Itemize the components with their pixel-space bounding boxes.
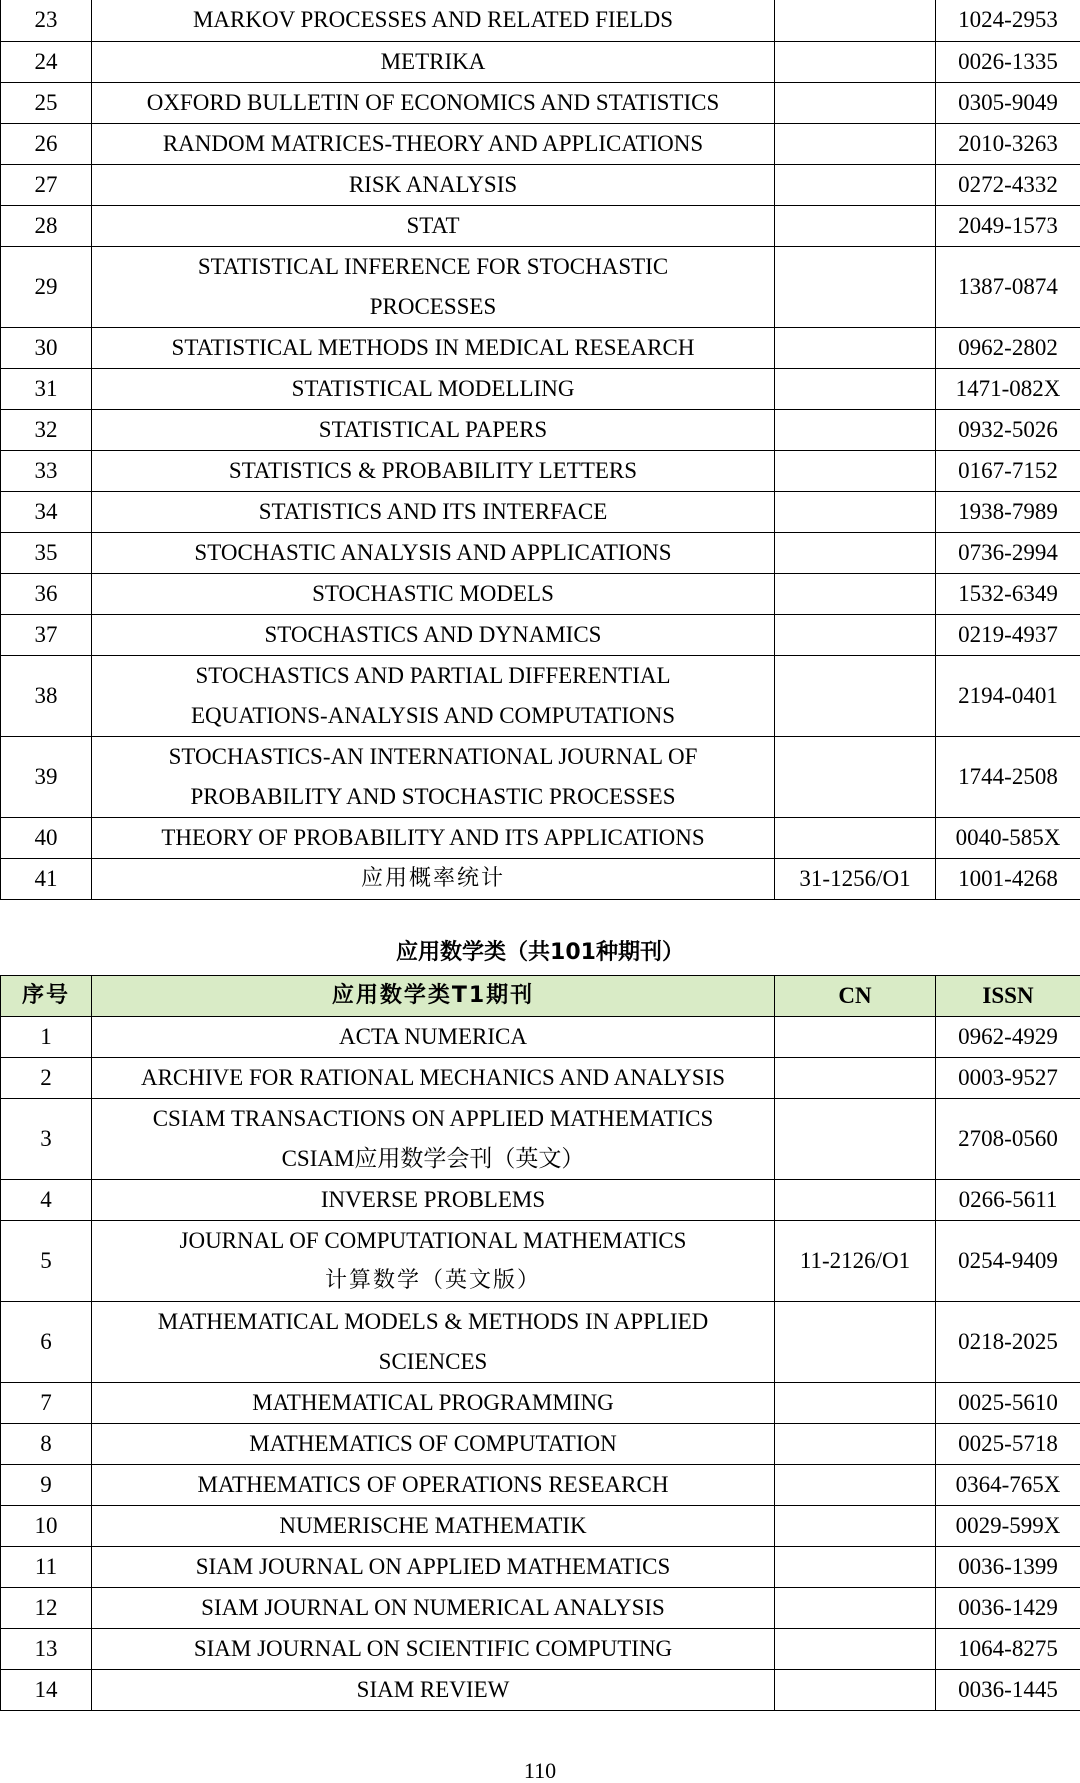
issn-number: 0026-1335: [936, 41, 1080, 82]
issn-number: 0167-7152: [936, 450, 1080, 491]
journal-title: [92, 41, 775, 82]
journal-title: [92, 491, 775, 532]
journal-title-line: METRIKA: [98, 42, 768, 82]
row-number: 30: [1, 327, 92, 368]
table-row: [1, 164, 1080, 205]
table-row: [1, 123, 1080, 164]
table-row: [1, 1302, 1080, 1383]
row-number: 11: [1, 1547, 92, 1588]
journal-title: [92, 450, 775, 491]
journal-title-line: 应用概率统计: [98, 859, 768, 899]
row-number: 4: [1, 1180, 92, 1221]
page-number: 110: [0, 1760, 1080, 1782]
journal-title-line: THEORY OF PROBABILITY AND ITS APPLICATIONS: [98, 818, 768, 858]
table-row: [1, 491, 1080, 532]
journal-title-line: CSIAM应用数学会刊（英文）: [98, 1139, 768, 1179]
journal-title-line: STATISTICAL PAPERS: [98, 410, 768, 450]
cn-number: [775, 573, 936, 614]
issn-number: 0036-1399: [936, 1547, 1080, 1588]
journal-title: [92, 1506, 775, 1547]
issn-number: 2010-3263: [936, 123, 1080, 164]
issn-number: 1471-082X: [936, 368, 1080, 409]
header-cn: CN: [775, 976, 936, 1017]
cn-number: [775, 736, 936, 817]
row-number: 31: [1, 368, 92, 409]
journal-title-line: MATHEMATICAL MODELS & METHODS IN APPLIED: [98, 1302, 768, 1342]
row-number: 26: [1, 123, 92, 164]
journal-title: [92, 368, 775, 409]
issn-number: 1387-0874: [936, 246, 1080, 327]
journal-title: [92, 409, 775, 450]
journal-title: [92, 1670, 775, 1711]
issn-number: 0364-765X: [936, 1465, 1080, 1506]
table-row: [1, 450, 1080, 491]
journal-title: [92, 164, 775, 205]
issn-number: 2049-1573: [936, 205, 1080, 246]
journal-title-line: EQUATIONS-ANALYSIS AND COMPUTATIONS: [98, 696, 768, 736]
journal-title: [92, 655, 775, 736]
table-row: [1, 327, 1080, 368]
cn-number: [775, 327, 936, 368]
row-number: 8: [1, 1424, 92, 1465]
journal-title-line: STAT: [98, 206, 768, 246]
cn-number: [775, 1424, 936, 1465]
journal-title: [92, 1221, 775, 1302]
journal-title: [92, 817, 775, 858]
journal-title-line: SIAM REVIEW: [98, 1670, 768, 1710]
row-number: 12: [1, 1588, 92, 1629]
table-row: [1, 1383, 1080, 1424]
issn-number: 1938-7989: [936, 491, 1080, 532]
journal-title-line: 计算数学（英文版）: [98, 1261, 768, 1301]
journal-title: [92, 205, 775, 246]
issn-number: 0036-1445: [936, 1670, 1080, 1711]
header-no: 序号: [1, 976, 92, 1017]
journal-title: [92, 858, 775, 899]
issn-number: 0036-1429: [936, 1588, 1080, 1629]
table-row: [1, 82, 1080, 123]
journal-title: [92, 1465, 775, 1506]
row-number: 23: [1, 0, 92, 41]
table-row: [1, 41, 1080, 82]
table-row: [1, 1588, 1080, 1629]
journal-title-line: NUMERISCHE MATHEMATIK: [98, 1506, 768, 1546]
issn-number: 0040-585X: [936, 817, 1080, 858]
cn-number: [775, 1383, 936, 1424]
journal-title-line: RANDOM MATRICES-THEORY AND APPLICATIONS: [98, 124, 768, 164]
journal-title: [92, 1588, 775, 1629]
issn-number: 1532-6349: [936, 573, 1080, 614]
journal-title-line: SIAM JOURNAL ON APPLIED MATHEMATICS: [98, 1547, 768, 1587]
journal-title-line: STOCHASTIC ANALYSIS AND APPLICATIONS: [98, 533, 768, 573]
journal-title: [92, 736, 775, 817]
journal-title: [92, 573, 775, 614]
journal-title: [92, 82, 775, 123]
cn-number: [775, 1588, 936, 1629]
cn-number: [775, 1506, 936, 1547]
table-row: [1, 614, 1080, 655]
cn-number: [775, 614, 936, 655]
section-title: 应用数学类（共101种期刊）: [0, 936, 1080, 970]
table-row: [1, 368, 1080, 409]
cn-number: [775, 1629, 936, 1670]
journal-title-line: STOCHASTICS-AN INTERNATIONAL JOURNAL OF: [98, 737, 768, 777]
journal-title: [92, 1058, 775, 1099]
journal-title: [92, 1017, 775, 1058]
issn-number: 0962-2802: [936, 327, 1080, 368]
row-number: 6: [1, 1302, 92, 1383]
row-number: 7: [1, 1383, 92, 1424]
journal-title-line: OXFORD BULLETIN OF ECONOMICS AND STATISTICS: [98, 83, 768, 123]
issn-number: 0272-4332: [936, 164, 1080, 205]
cn-number: [775, 1099, 936, 1180]
row-number: 9: [1, 1465, 92, 1506]
cn-number: [775, 205, 936, 246]
issn-number: 0736-2994: [936, 532, 1080, 573]
row-number: 5: [1, 1221, 92, 1302]
journal-title-line: JOURNAL OF COMPUTATIONAL MATHEMATICS: [98, 1221, 768, 1261]
journal-title: [92, 532, 775, 573]
journal-title-line: STOCHASTICS AND DYNAMICS: [98, 615, 768, 655]
journal-title-line: STATISTICAL MODELLING: [98, 369, 768, 409]
journal-title-line: INVERSE PROBLEMS: [98, 1180, 768, 1220]
issn-number: 0305-9049: [936, 82, 1080, 123]
issn-number: 0962-4929: [936, 1017, 1080, 1058]
table-row: [1, 1058, 1080, 1099]
journal-title-line: SIAM JOURNAL ON SCIENTIFIC COMPUTING: [98, 1629, 768, 1669]
cn-number: [775, 1465, 936, 1506]
row-number: 33: [1, 450, 92, 491]
journal-title-line: SCIENCES: [98, 1342, 768, 1382]
row-number: 37: [1, 614, 92, 655]
row-number: 40: [1, 817, 92, 858]
issn-number: 0218-2025: [936, 1302, 1080, 1383]
journal-title-line: STATISTICS AND ITS INTERFACE: [98, 492, 768, 532]
cn-number: [775, 1547, 936, 1588]
journal-title-line: STATISTICAL METHODS IN MEDICAL RESEARCH: [98, 328, 768, 368]
cn-number: [775, 491, 936, 532]
journal-title: [92, 246, 775, 327]
cn-number: [775, 817, 936, 858]
journal-title-line: STATISTICS & PROBABILITY LETTERS: [98, 451, 768, 491]
journal-title-line: RISK ANALYSIS: [98, 165, 768, 205]
journal-title: [92, 1547, 775, 1588]
cn-number: [775, 1670, 936, 1711]
row-number: 39: [1, 736, 92, 817]
journal-title: [92, 1302, 775, 1383]
journal-title-line: MARKOV PROCESSES AND RELATED FIELDS: [98, 0, 768, 40]
row-number: 13: [1, 1629, 92, 1670]
issn-number: 0219-4937: [936, 614, 1080, 655]
journal-title: [92, 1383, 775, 1424]
journal-title: [92, 1099, 775, 1180]
table-row: [1, 817, 1080, 858]
header-row: [1, 976, 1080, 1017]
journal-title: [92, 1180, 775, 1221]
issn-number: 1024-2953: [936, 0, 1080, 41]
row-number: 10: [1, 1506, 92, 1547]
cn-number: [775, 368, 936, 409]
journal-title: [92, 614, 775, 655]
cn-number: [775, 1017, 936, 1058]
table-row: [1, 1221, 1080, 1302]
journal-title-line: STATISTICAL INFERENCE FOR STOCHASTIC: [98, 247, 768, 287]
table-row: [1, 1424, 1080, 1465]
cn-number: [775, 82, 936, 123]
row-number: 34: [1, 491, 92, 532]
applied-math-table: [0, 975, 1080, 1711]
table-row: [1, 1670, 1080, 1711]
journal-title: [92, 123, 775, 164]
cn-number: [775, 1058, 936, 1099]
journal-title: [92, 327, 775, 368]
table-row: [1, 246, 1080, 327]
table-row: [1, 409, 1080, 450]
journal-title-line: PROBABILITY AND STOCHASTIC PROCESSES: [98, 777, 768, 817]
issn-number: 2194-0401: [936, 655, 1080, 736]
row-number: 41: [1, 858, 92, 899]
journal-title-line: MATHEMATICS OF COMPUTATION: [98, 1424, 768, 1464]
table-row: [1, 532, 1080, 573]
journal-title-line: CSIAM TRANSACTIONS ON APPLIED MATHEMATICS: [98, 1099, 768, 1139]
row-number: 32: [1, 409, 92, 450]
row-number: 27: [1, 164, 92, 205]
journal-title-line: MATHEMATICAL PROGRAMMING: [98, 1383, 768, 1423]
issn-number: 1744-2508: [936, 736, 1080, 817]
table-row: [1, 655, 1080, 736]
issn-number: 1001-4268: [936, 858, 1080, 899]
cn-number: 11-2126/O1: [775, 1221, 936, 1302]
journal-title: [92, 1424, 775, 1465]
issn-number: 0003-9527: [936, 1058, 1080, 1099]
row-number: 24: [1, 41, 92, 82]
row-number: 38: [1, 655, 92, 736]
cn-number: [775, 450, 936, 491]
journal-title-line: ACTA NUMERICA: [98, 1017, 768, 1057]
row-number: 3: [1, 1099, 92, 1180]
journal-title-line: STOCHASTIC MODELS: [98, 574, 768, 614]
row-number: 14: [1, 1670, 92, 1711]
table-row: [1, 1547, 1080, 1588]
table-row: [1, 736, 1080, 817]
journal-title-line: SIAM JOURNAL ON NUMERICAL ANALYSIS: [98, 1588, 768, 1628]
table-row: [1, 1506, 1080, 1547]
issn-number: 0029-599X: [936, 1506, 1080, 1547]
row-number: 35: [1, 532, 92, 573]
cn-number: [775, 0, 936, 41]
journal-title: [92, 0, 775, 41]
cn-number: 31-1256/O1: [775, 858, 936, 899]
journal-title-line: MATHEMATICS OF OPERATIONS RESEARCH: [98, 1465, 768, 1505]
issn-number: 0266-5611: [936, 1180, 1080, 1221]
row-number: 1: [1, 1017, 92, 1058]
cn-number: [775, 655, 936, 736]
table-row: [1, 1465, 1080, 1506]
cn-number: [775, 246, 936, 327]
issn-number: 1064-8275: [936, 1629, 1080, 1670]
cn-number: [775, 1302, 936, 1383]
row-number: 36: [1, 573, 92, 614]
table-row: [1, 1180, 1080, 1221]
cn-number: [775, 123, 936, 164]
row-number: 29: [1, 246, 92, 327]
cn-number: [775, 532, 936, 573]
journal-title-line: ARCHIVE FOR RATIONAL MECHANICS AND ANALYSIS: [98, 1058, 768, 1098]
table-row: [1, 0, 1080, 41]
journal-title: [92, 1629, 775, 1670]
journal-title-line: PROCESSES: [98, 287, 768, 327]
row-number: 2: [1, 1058, 92, 1099]
table-row: [1, 858, 1080, 899]
issn-number: 2708-0560: [936, 1099, 1080, 1180]
table-row: [1, 1629, 1080, 1670]
table-row: [1, 573, 1080, 614]
header-title: 应用数学类T1期刊: [92, 976, 775, 1017]
issn-number: 0025-5718: [936, 1424, 1080, 1465]
issn-number: 0932-5026: [936, 409, 1080, 450]
row-number: 25: [1, 82, 92, 123]
table-row: [1, 1099, 1080, 1180]
cn-number: [775, 164, 936, 205]
cn-number: [775, 41, 936, 82]
table-row: [1, 205, 1080, 246]
header-issn: ISSN: [936, 976, 1080, 1017]
cn-number: [775, 1180, 936, 1221]
row-number: 28: [1, 205, 92, 246]
journal-title-line: STOCHASTICS AND PARTIAL DIFFERENTIAL: [98, 656, 768, 696]
issn-number: 0025-5610: [936, 1383, 1080, 1424]
cn-number: [775, 409, 936, 450]
table-row: [1, 1017, 1080, 1058]
issn-number: 0254-9409: [936, 1221, 1080, 1302]
